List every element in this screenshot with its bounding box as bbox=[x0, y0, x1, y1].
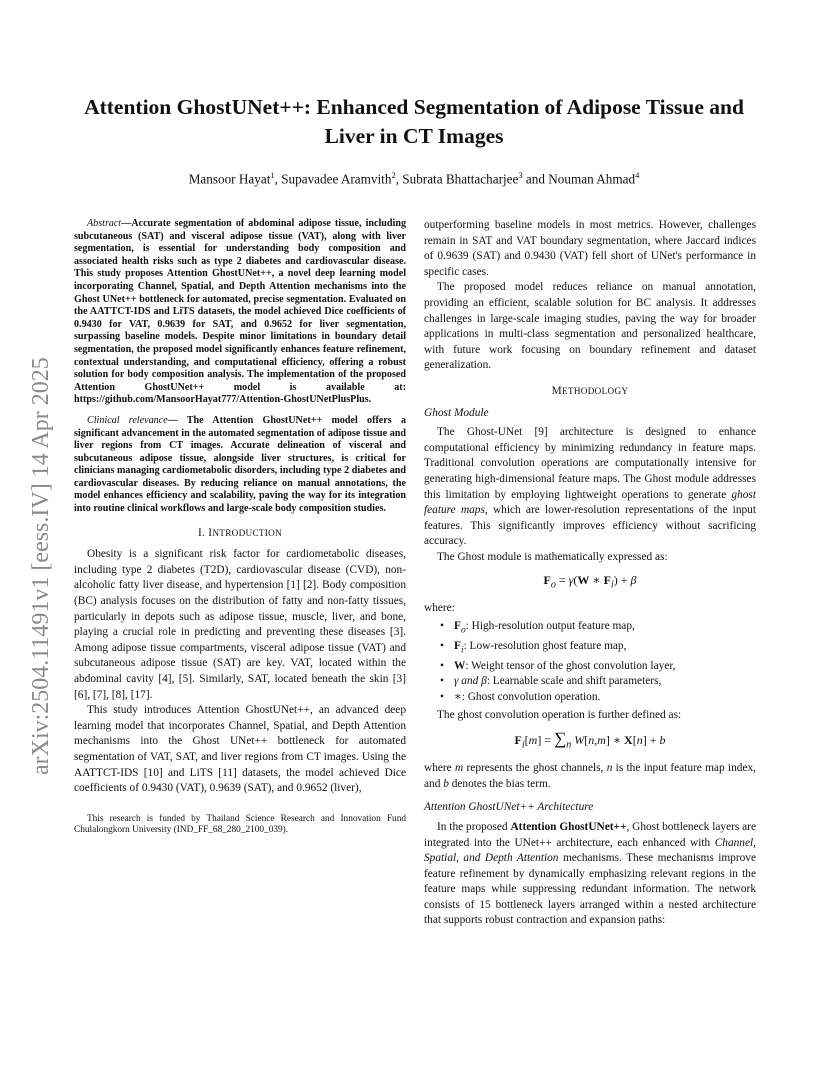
funding-footnote: This research is funded by Thailand Science Research and Innovation Fund Chulalongkorn University (IND_FF_68_280_2100_039). bbox=[74, 813, 406, 836]
intro-heading-rest: NTRODUCTION bbox=[212, 527, 283, 538]
symbol: F bbox=[454, 620, 461, 633]
symbol-definition: : Low-resolution ghost feature map, bbox=[463, 639, 627, 652]
arxiv-stamp-svg bbox=[12, 270, 60, 790]
symbol-subscript: i bbox=[460, 645, 464, 656]
ghost-p4-text: where bbox=[424, 762, 456, 775]
clinical-label: Clinical relevance bbox=[87, 414, 168, 426]
attention-paragraph-1 bbox=[424, 820, 756, 929]
author-list: Mansoor Hayat$^1$, Supavadee Aramvith$^2$, Subrata Bhattacharjee$^3$ and Nouman Ahmad$^4$ bbox=[188, 170, 640, 187]
abstract-text: Accurate segmentation of abdominal adipose tissue, including subcutaneous (SAT) and visceral adipose tissue (VAT), along with liver segmentation, is essential for understanding body composition and associated health risks such as type 2 diabetes and cardiovascular disease. This study proposes Attention GhostUNet++, a novel deep learning model incorporating Channel, Spatial, and Depth Attention mechanisms into the Ghost UNet++ bottleneck for automated, precise segmentation. Evaluated on the AATTCT-IDS and LiTS datasets, the model achieved Dice coefficients of 0.9430 for VAT, 0.9639 for SAT, and 0.9652 for liver segmentation, surpassing baseline models. Despite minor limitations in boundary detail segmentation, the proposed model significantly enhances feature refinement, contextual understanding, and computational efficiency, offering a robust solution for body composition analysis. The implementation of the proposed Attention GhostUNet++ model is available at: https://github.com/MansoorHayat777/Attention-GhostUNetPlusPlus. bbox=[74, 218, 406, 406]
author-name: Subrata Bhattacharjee bbox=[402, 171, 519, 187]
where-label: where: bbox=[424, 602, 455, 615]
att-p1-text: , Ghost bottleneck layers are integrated into the UNet++ architecture, each enhanced with bbox=[424, 820, 756, 849]
attention-architecture-subheading: Attention GhostUNet++ Architecture bbox=[424, 801, 594, 814]
equation-ghost-convolution: $F_i[m] = \sum_n$ W[n,m] ∗ X[n] + b bbox=[514, 729, 666, 751]
symbol-definition: : Learnable scale and shift parameters, bbox=[486, 675, 662, 688]
arxiv-identifier: arXiv:2504.11491v1 [eess.IV] 14 Apr 2025 bbox=[28, 357, 54, 775]
ghost-p1-text-end: , which are lower-resolution representations of the input features. This significantly improves efficiency without sacrificing accuracy. bbox=[424, 504, 756, 548]
abstract: Abstract—Accurate segmentation of abdominal adipose tissue, including subcutaneous (SAT) and visceral adipose tissue (VAT), along with liver segmentation, is essential for understanding body composition and associated health risks such as type 2 diabetes and cardiovascular disease. This study proposes Attention GhostUNet++, a novel deep learning model incorporating Channel, Spatial, and Depth Attention mechanisms into the Ghost UNet++ bottleneck for automated, precise segmentation. Evaluated on the AATTCT-IDS and LiTS datasets, the model achieved Dice coefficients of 0.9430 for VAT, 0.9639 for SAT, and 0.9652 for liver segmentation, surpassing baseline models. Despite minor limitations in boundary detail segmentation, the proposed model significantly enhances feature refinement, contextual understanding, and computational efficiency, offering a robust solution for body composition analysis. The implementation of the proposed Attention GhostUNet++ model is available at: https://github.com/MansoorHayat777/Attention-GhostUNetPlusPlus. bbox=[74, 218, 406, 406]
right-paragraph-2: The proposed model reduces reliance on manual annotation, providing an efficient, scalable solution for BC analysis. It addresses challenges in large-scale imaging studies, paving the way for broader applications in multi-class segmentation and personalized healthcare, with future work focusing on boundary refinement and dataset generalization. bbox=[424, 281, 756, 372]
paper-title bbox=[60, 93, 768, 151]
att-p1-text: In the proposed bbox=[437, 820, 511, 833]
symbol-definition: : Ghost convolution operation. bbox=[461, 690, 601, 703]
intro-heading bbox=[74, 526, 406, 542]
att-p1-emphasis: Channel, Spatial, and Depth Attention bbox=[424, 836, 756, 865]
ghost-paragraph-2: The Ghost module is mathematically expressed as: bbox=[437, 550, 668, 563]
equation-ghost-module: $F_o = \gamma(W$ ∗ $F_i) + \beta$ bbox=[543, 573, 637, 591]
symbol: γ and β bbox=[454, 675, 487, 688]
left-column bbox=[74, 218, 406, 837]
methodology-heading bbox=[424, 384, 756, 400]
author-name: Supavadee Aramvith bbox=[281, 171, 392, 187]
list-item bbox=[454, 659, 756, 675]
methodology-heading-initial: M bbox=[551, 384, 563, 397]
symbol-definition: : High-resolution output feature map, bbox=[465, 620, 635, 633]
ghost-paragraph-3: The ghost convolution operation is further defined as: bbox=[437, 708, 682, 721]
symbol-subscript: o bbox=[460, 625, 466, 636]
ghost-p4-text: is the input feature map index, and bbox=[424, 762, 756, 790]
symbol: W bbox=[454, 659, 466, 672]
intro-paragraph-2: This study introduces Attention GhostUNet++, an advanced deep learning model that incorporates Channel, Spatial, and Depth Attention mechanisms into the Ghost UNet++ bottleneck for automated segmentation of VAT, SAT, and liver regions from CT images. Using the AATTCT-IDS [10] and LiTS [11] datasets, the model achieved Dice coefficients of 0.9430 (VAT), 0.9639 (SAT), and 0.9652 (liver), bbox=[74, 704, 406, 795]
intro-heading-number: I. bbox=[197, 526, 209, 539]
var-n: n bbox=[606, 762, 613, 775]
ghost-paragraph-1 bbox=[424, 425, 756, 550]
ghost-paragraph-4 bbox=[424, 761, 756, 792]
right-paragraph-1: outperforming baseline models in most metrics. However, challenges remain in SAT and VAT boundary segmentation, where Jaccard indices of 0.9639 (SAT) and 0.9430 (VAT) fell short of UNet's performance in specific cases. bbox=[424, 219, 756, 278]
symbol-definition: : Weight tensor of the ghost convolution layer, bbox=[465, 659, 676, 672]
ghost-p4-text: denotes the bias term. bbox=[448, 777, 551, 790]
att-p1-text-end: mechanisms. These mechanisms improve feature refinement by dynamically emphasizing relevant regions in the feature maps while suppressing redundant information. The network consists of 15 bottleneck layers arranged within a nested architecture that supports robust contraction and expansion paths: bbox=[424, 852, 756, 927]
intro-heading-initial: I bbox=[208, 526, 213, 539]
list-item bbox=[454, 690, 756, 706]
title-line-1: Attention GhostUNet++: Enhanced Segmentation of Adipose Tissue and bbox=[84, 95, 744, 119]
symbol: F bbox=[454, 639, 461, 652]
intro-paragraph-1: Obesity is a significant risk factor for cardiometabolic diseases, including type 2 diabetes (T2D), cardiovascular disease (CVD), non-alcoholic fatty liver disease, and hypertension [1] [2]. Body composition (BC) analysis focuses on the distribution of fatty and non-fatty tissues, particularly in depots such as adipose tissue, muscle, liver, and bone, playing a crucial role in predicting and preventing these diseases [3]. Among adipose tissue compartments, visceral adipose tissue (VAT) and subcutaneous adipose tissue (SAT) are key. VAT, located within the abdominal cavity [4], [5]. Similarly, SAT, located beneath the skin [3] [6], [7], [8], [17]. bbox=[74, 548, 406, 701]
ghost-p4-text: represents the ghost channels, bbox=[463, 762, 607, 775]
var-b: b bbox=[443, 777, 449, 790]
author-affiliation: 3 bbox=[518, 170, 523, 180]
author-name: Nouman Ahmad bbox=[548, 171, 636, 187]
att-p1-model-name: Attention GhostUNet++ bbox=[510, 820, 627, 833]
author-affiliation: 1 bbox=[270, 170, 275, 180]
ghost-p1-text: The Ghost-UNet [9] architecture is designed to enhance computational efficiency by minimizing redundancy in feature maps. Traditional convolution operations are computationally intensive for generating high-dimensional feature maps. The Ghost module addresses this limitation by employing lightweight operations to generate bbox=[424, 426, 756, 501]
author-affiliation: 2 bbox=[391, 170, 396, 180]
list-item bbox=[454, 619, 756, 639]
var-m: m bbox=[455, 762, 464, 775]
list-item bbox=[454, 639, 756, 659]
clinical-text: The Attention GhostUNet++ model offers a significant advancement in the automated segmentation of adipose tissue and liver regions from CT images. Accurate delineation of visceral and subcutaneous adipose tissue, alongside liver structures, is critical for clinicians managing cardiometabolic disorders, including type 2 diabetes and cardiovascular diseases. By reducing reliance on manual annotations, the model enhances efficiency and scalability, paving the way for its integration into routine clinical workflows and large-scale body composition studies. bbox=[74, 414, 406, 515]
ghost-module-subheading: Ghost Module bbox=[424, 406, 489, 419]
author-name: Mansoor Hayat bbox=[188, 171, 271, 187]
symbol: ∗ bbox=[454, 690, 462, 703]
author-affiliation: 4 bbox=[635, 170, 640, 180]
methodology-heading-rest: ETHODOLOGY bbox=[562, 385, 629, 396]
abstract-label: Abstract bbox=[87, 218, 122, 229]
list-item bbox=[454, 674, 756, 690]
right-column bbox=[424, 218, 756, 929]
ghost-p1-emphasis: ghost feature maps bbox=[424, 488, 756, 517]
arxiv-sidebar-stamp bbox=[12, 270, 60, 790]
symbol-definitions bbox=[424, 619, 756, 706]
title-line-2: Liver in CT Images bbox=[324, 124, 504, 148]
clinical-relevance: Clinical relevance— The Attention GhostUNet++ model offers a significant advancement in the automated segmentation of adipose tissue and liver regions from CT images. Accurate delineation of visceral and subcutaneous adipose tissue, alongside liver structures, is critical for clinicians managing cardiometabolic disorders, including type 2 diabetes and cardiovascular diseases. By reducing reliance on manual annotations, the model enhances efficiency and scalability, paving the way for its integration into routine clinical workflows and large-scale body composition studies. bbox=[74, 414, 406, 515]
